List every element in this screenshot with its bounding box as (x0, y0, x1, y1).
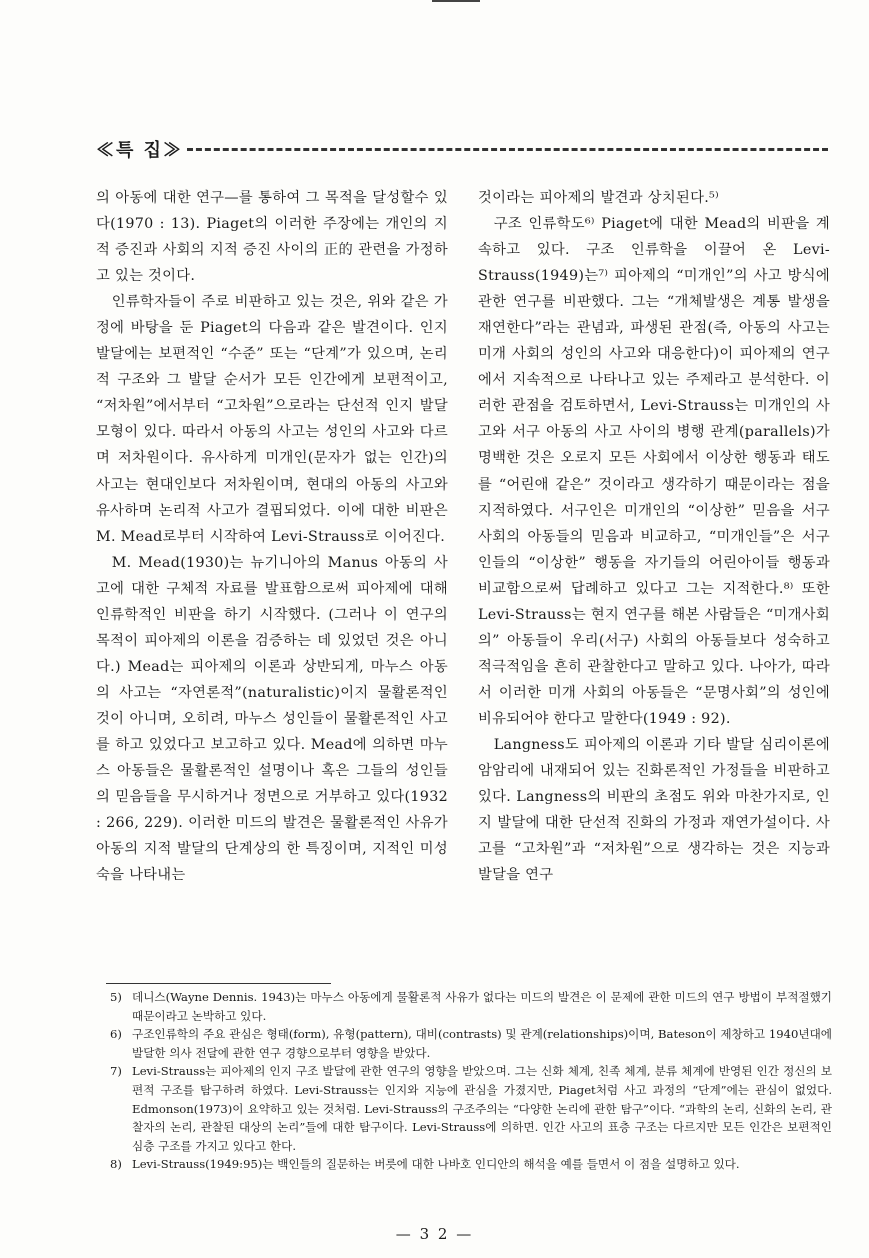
right-column (478, 185, 830, 888)
top-rule (432, 0, 480, 2)
footnote-text: Levi-Strauss(1949:95)는 백인들의 질문하는 버릇에 대한 나바호 인디안의 해석을 예를 들면서 이 점을 설명하고 있다. (132, 1157, 740, 1172)
footnote-text: 데니스(Wayne Dennis. 1943)는 마누스 아동에게 물활론적 사유가 없다는 미드의 발견은 이 문제에 관한 미드의 연구 방법이 부적절했기 때문이라고 논박하고 있다. (132, 990, 832, 1023)
footnote (110, 1155, 832, 1174)
body-paragraph: M. Mead(1930)는 뉴기니아의 Manus 아동의 사고에 대한 구체적 자료를 발표함으로써 피아제에 대해 인류학적인 비판을 하기 시작했다. (그러나 이 연구의 목적이 피아제의 이론을 검증하는 데 있었던 것은 아니다.) Mead는 피아제의 이론과 상반되게, 마누스 아동의 사고는 “자연론적”(naturalistic)이지 물활론적인 것이 아니며, 오히려, 마누스 성인들이 물활론적인 사고를 하고 있었다고 보고하고 있다. Mead에 의하면 마누스 아동들은 물활론적인 설명이나 혹은 그들의 성인들의 믿음들을 무시하거나 정면으로 거부하고 있다(1932 : 266, 229). 이러한 미드의 발견은 물활론적인 사유가 아동의 지적 발달의 단계상의 한 특징이며, 지적인 미성숙을 나타내는 (96, 554, 448, 884)
footnote (110, 1025, 832, 1062)
page-number: — 3 2 — (395, 1225, 474, 1243)
body-paragraph: 인류학자들이 주로 비판하고 있는 것은, 위와 같은 가정에 바탕을 둔 Piaget의 다음과 같은 발견이다. 인지 발달에는 보편적인 “수준” 또는 “단계”가 있으며, 논리적 구조와 그 발달 순서가 모든 인간에게 보편적이고, “저차원”에서부터 “고차원”으로라는 단선적 인지 발달 모형이 있다. 따라서 아동의 사고는 성인의 사고와 다르며 저차원이다. 유사하게 미개인(문자가 없는 인간)의 사고는 현대인보다 저차원이며, 현대의 아동의 사고와 유사하며 논리적 사고가 결핍되었다. 이에 대한 비판은 M. Mead로부터 시작하여 Levi-Strauss로 이어진다. (96, 294, 448, 545)
footnote-number: 6) (110, 1027, 122, 1042)
footnote-text: 구조인류학의 주요 관심은 형태(form), 유형(pattern), 대비(contrasts) 및 관계(relationships)이며, Bateson이 제창하고 1940년대에 발달한 의사 전달에 관한 연구 경향으로부터 영향을 받았다. (132, 1027, 832, 1060)
footnote (110, 1062, 832, 1155)
body-paragraph: 의 아동에 대한 연구—를 통하여 그 목적을 달성할수 있다(1970 : 13). Piaget의 이러한 주장에는 개인의 지적 증진과 사회의 지적 증진 사이의 正的 관련을 가정하고 있는 것이다. (96, 190, 448, 285)
footnote-rule (106, 983, 331, 984)
footnote (110, 988, 832, 1025)
left-column (96, 185, 448, 888)
footnote-number: 7) (110, 1064, 122, 1079)
footnote-number: 8) (110, 1157, 122, 1172)
body-paragraph: 구조 인류학도⁶⁾ Piaget에 대한 Mead의 비판을 계속하고 있다. 구조 인류학을 이끌어 온 Levi-Strauss(1949)는⁷⁾ 피아제의 “미개인”의 사고 방식에 관한 연구를 비판했다. 그는 “개체발생은 계통 발생을 재연한다”라는 관념과, 파생된 관점(즉, 아동의 사고는 미개 사회의 성인의 사고와 대응한다)이 피아제의 연구에서 지속적으로 나타나고 있는 주제라고 분석한다. 이러한 관점을 검토하면서, Levi-Strauss는 미개인의 사고와 서구 아동의 사고 사이의 병행 관계(parallels)가 명백한 것은 오로지 모든 사회에서 이상한 행동과 태도를 “어린애 같은” 것이라고 생각하기 때문이라는 점을 지적하였다. 서구인은 미개인의 “이상한” 믿음을 서구 사회의 아동들의 믿음과 비교하고, “미개인들”은 서구인들의 “이상한” 행동을 자기들의 어린아이들 행동과 비교함으로써 답례하고 있다고 그는 지적한다.⁸⁾ 또한 Levi-Strauss는 현지 연구를 해본 사람들은 “미개사회의” 아동들이 우리(서구) 사회의 아동들보다 성숙하고 적극적임을 흔히 관찰한다고 말하고 있다. 나아가, 따라서 이러한 미개 사회의 아동들은 “문명사회”의 성인에 비유되어야 한다고 말한다(1949 : 92). (478, 216, 830, 727)
footnotes (110, 988, 832, 1174)
body-paragraph: 것이라는 피아제의 발견과 상치된다.⁵⁾ (478, 190, 719, 206)
footnote-number: 5) (110, 990, 122, 1004)
body-paragraph: Langness도 피아제의 이론과 기타 발달 심리이론에 암암리에 내재되어 있는 진화론적인 가정들을 비판하고 있다. Langness의 비판의 초점도 위와 마찬가지로, 인지 발달에 대한 단선적 진화의 가정과 재연가설이다. 사고를 “고차원”과 “저차원”으로 생각하는 것은 지능과 발달을 연구 (478, 736, 830, 884)
section-label: ≪특 집≫ (96, 140, 184, 161)
section-header (96, 137, 828, 161)
header-dashed-rule (187, 148, 828, 151)
footnote-text: Levi-Strauss는 피아제의 인지 구조 발달에 관한 연구의 영향을 받았으며. 그는 신화 체계, 친족 체계, 분류 체계에 반영된 인간 정신의 보편적 구조를 탐구하려 하였다. Levi-Strauss는 인지와 지능에 관심을 가졌지만, Piaget처럼 사고 과정의 “단계”에는 관심이 없었다. Edmonson(1973)이 요약하고 있는 것처럼. Levi-Strauss의 구조주의는 “다양한 논리에 관한 탐구”이다. “과학의 논리, 신화의 논리, 관찰자의 논리, 관찰된 대상의 논리”들에 대한 탐구이다. Levi-Strauss에 의하면. 인간 사고의 표층 구조는 다르지만 모든 인간은 보편적인 심층 구조를 가지고 있다고 한다. (132, 1064, 832, 1153)
